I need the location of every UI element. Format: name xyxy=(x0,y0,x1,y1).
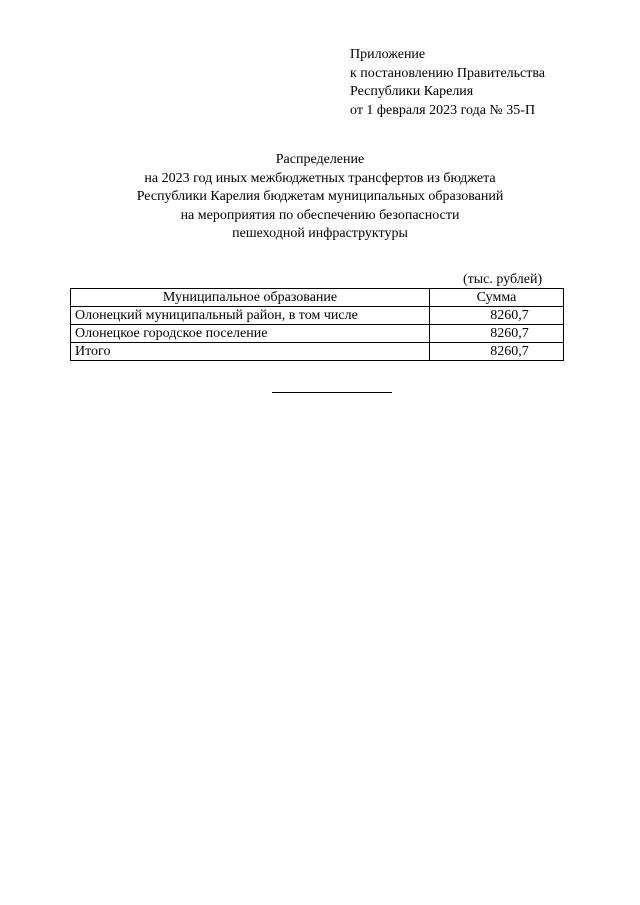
appendix-line: к постановлению Правительства xyxy=(350,65,546,81)
header-municipality: Муниципальное образование xyxy=(71,289,430,307)
document-title xyxy=(0,151,640,244)
title-line: пешеходной инфраструктуры xyxy=(232,226,408,241)
appendix-header xyxy=(350,46,545,120)
title-line: Республики Карелия бюджетам муниципальных образований xyxy=(136,189,504,204)
end-divider xyxy=(272,392,392,393)
appendix-line: от 1 февраля 2023 года № 35-П xyxy=(350,102,536,118)
cell-sum: 8260,7 xyxy=(430,343,564,361)
table-row-total xyxy=(71,343,564,361)
allocation-table xyxy=(70,288,564,361)
cell-municipality: Итого xyxy=(71,343,430,361)
title-line: Распределение xyxy=(275,152,365,167)
cell-sum: 8260,7 xyxy=(430,307,564,325)
header-sum: Сумма xyxy=(430,289,564,307)
appendix-line: Республики Карелия xyxy=(350,84,474,99)
units-label: (тыс. рублей) xyxy=(463,272,543,287)
table-row xyxy=(71,307,564,325)
title-line: на мероприятия по обеспечению безопасности xyxy=(180,207,460,223)
appendix-line: Приложение xyxy=(350,47,426,62)
cell-municipality: Олонецкое городское поселение xyxy=(71,325,430,343)
cell-sum: 8260,7 xyxy=(430,325,564,343)
table-row xyxy=(71,325,564,343)
table-header-row xyxy=(71,289,564,307)
cell-municipality: Олонецкий муниципальный район, в том числе xyxy=(71,307,430,325)
title-line: на 2023 год иных межбюджетных трансфертов из бюджета xyxy=(144,170,496,186)
